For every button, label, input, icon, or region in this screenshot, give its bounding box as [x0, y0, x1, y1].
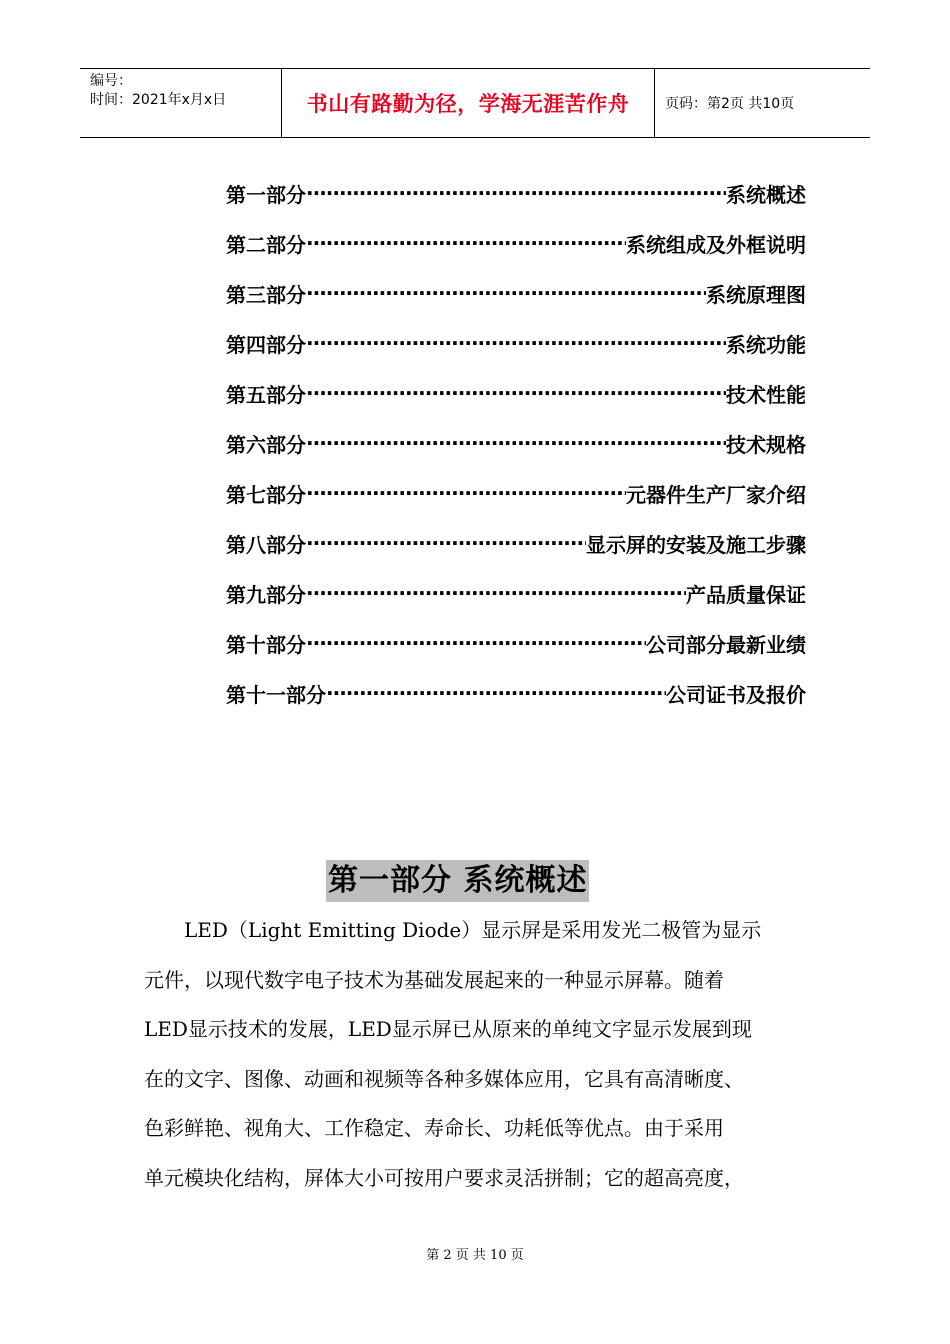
- toc-entry-title: 公司证书及报价: [666, 682, 806, 707]
- header-page-info: 页码：第2页 共10页: [665, 96, 795, 112]
- toc-entry-title: 显示屏的安装及施工步骤: [586, 532, 806, 557]
- toc-leader-dots: [306, 381, 726, 405]
- header-page-cell: [655, 69, 870, 137]
- toc-entry[interactable]: [226, 168, 806, 218]
- paragraph-line: 色彩鲜艳、视角大、工作稳定、寿命长、功耗低等优点。由于采用: [144, 1116, 724, 1141]
- toc-leader-dots: [306, 231, 626, 255]
- toc-leader-dots: [306, 581, 686, 605]
- toc-entry[interactable]: [226, 368, 806, 418]
- toc-entry-label: 第五部分: [226, 382, 306, 407]
- toc-entry[interactable]: [226, 668, 806, 718]
- page-footer: 第 2 页 共 10 页: [426, 1248, 524, 1263]
- toc-entry[interactable]: [226, 218, 806, 268]
- toc-leader-dots: [306, 531, 586, 555]
- toc-entry-title: 元器件生产厂家介绍: [626, 482, 806, 507]
- toc-leader-dots: [306, 181, 726, 205]
- paragraph-line: LED（Light Emitting Diode）显示屏是采用发光二极管为显示: [144, 918, 762, 942]
- toc-entry[interactable]: [226, 318, 806, 368]
- toc-entry[interactable]: [226, 568, 806, 618]
- toc-entry[interactable]: [226, 518, 806, 568]
- toc-entry-title: 系统功能: [726, 332, 806, 357]
- paragraph-line: 元件，以现代数字电子技术为基础发展起来的一种显示屏幕。随着: [144, 967, 724, 992]
- header-motto-cell: [282, 69, 655, 137]
- header-meta-cell: [80, 69, 282, 137]
- paragraph-line: 在的文字、图像、动画和视频等各种多媒体应用，它具有高清晰度、: [144, 1066, 744, 1091]
- toc-entry-label: 第十部分: [226, 632, 306, 657]
- toc-entry-label: 第六部分: [226, 432, 306, 457]
- toc-entry-title: 技术性能: [726, 382, 806, 407]
- paragraph-line: 单元模块化结构，屏体大小可按用户要求灵活拼制；它的超高亮度，: [144, 1165, 744, 1190]
- toc-entry-label: 第三部分: [226, 282, 306, 307]
- toc-entry-label: 第九部分: [226, 582, 306, 607]
- toc-entry-title: 系统原理图: [706, 282, 806, 307]
- toc-entry[interactable]: [226, 468, 806, 518]
- toc-entry-label: 第一部分: [226, 182, 306, 207]
- header-motto: 书山有路勤为径，学海无涯苦作舟: [306, 92, 630, 116]
- section-body-paragraph: [144, 906, 810, 1204]
- toc-leader-dots: [326, 681, 666, 705]
- table-of-contents: [226, 168, 806, 718]
- document-time-label: 时间：2021年x月x日: [90, 92, 227, 108]
- page-header: [80, 68, 870, 138]
- section-heading: 第一部分 系统概述: [326, 860, 589, 902]
- toc-entry-label: 第七部分: [226, 482, 306, 507]
- toc-entry-label: 第二部分: [226, 232, 306, 257]
- toc-entry[interactable]: [226, 418, 806, 468]
- paragraph-line: LED显示技术的发展，LED显示屏已从原来的单纯文字显示发展到现: [144, 1017, 752, 1042]
- toc-entry-title: 技术规格: [726, 432, 806, 457]
- toc-entry[interactable]: [226, 268, 806, 318]
- toc-entry[interactable]: [226, 618, 806, 668]
- toc-entry-label: 第八部分: [226, 532, 306, 557]
- toc-leader-dots: [306, 431, 726, 455]
- toc-entry-label: 第十一部分: [226, 682, 326, 707]
- toc-entry-title: 公司部分最新业绩: [646, 632, 806, 657]
- toc-leader-dots: [306, 281, 706, 305]
- toc-entry-title: 产品质量保证: [686, 582, 806, 607]
- toc-entry-title: 系统概述: [726, 182, 806, 207]
- toc-entry-label: 第四部分: [226, 332, 306, 357]
- toc-leader-dots: [306, 481, 626, 505]
- toc-leader-dots: [306, 631, 646, 655]
- toc-leader-dots: [306, 331, 726, 355]
- document-number-label: 编号：: [90, 73, 132, 89]
- toc-entry-title: 系统组成及外框说明: [626, 232, 806, 257]
